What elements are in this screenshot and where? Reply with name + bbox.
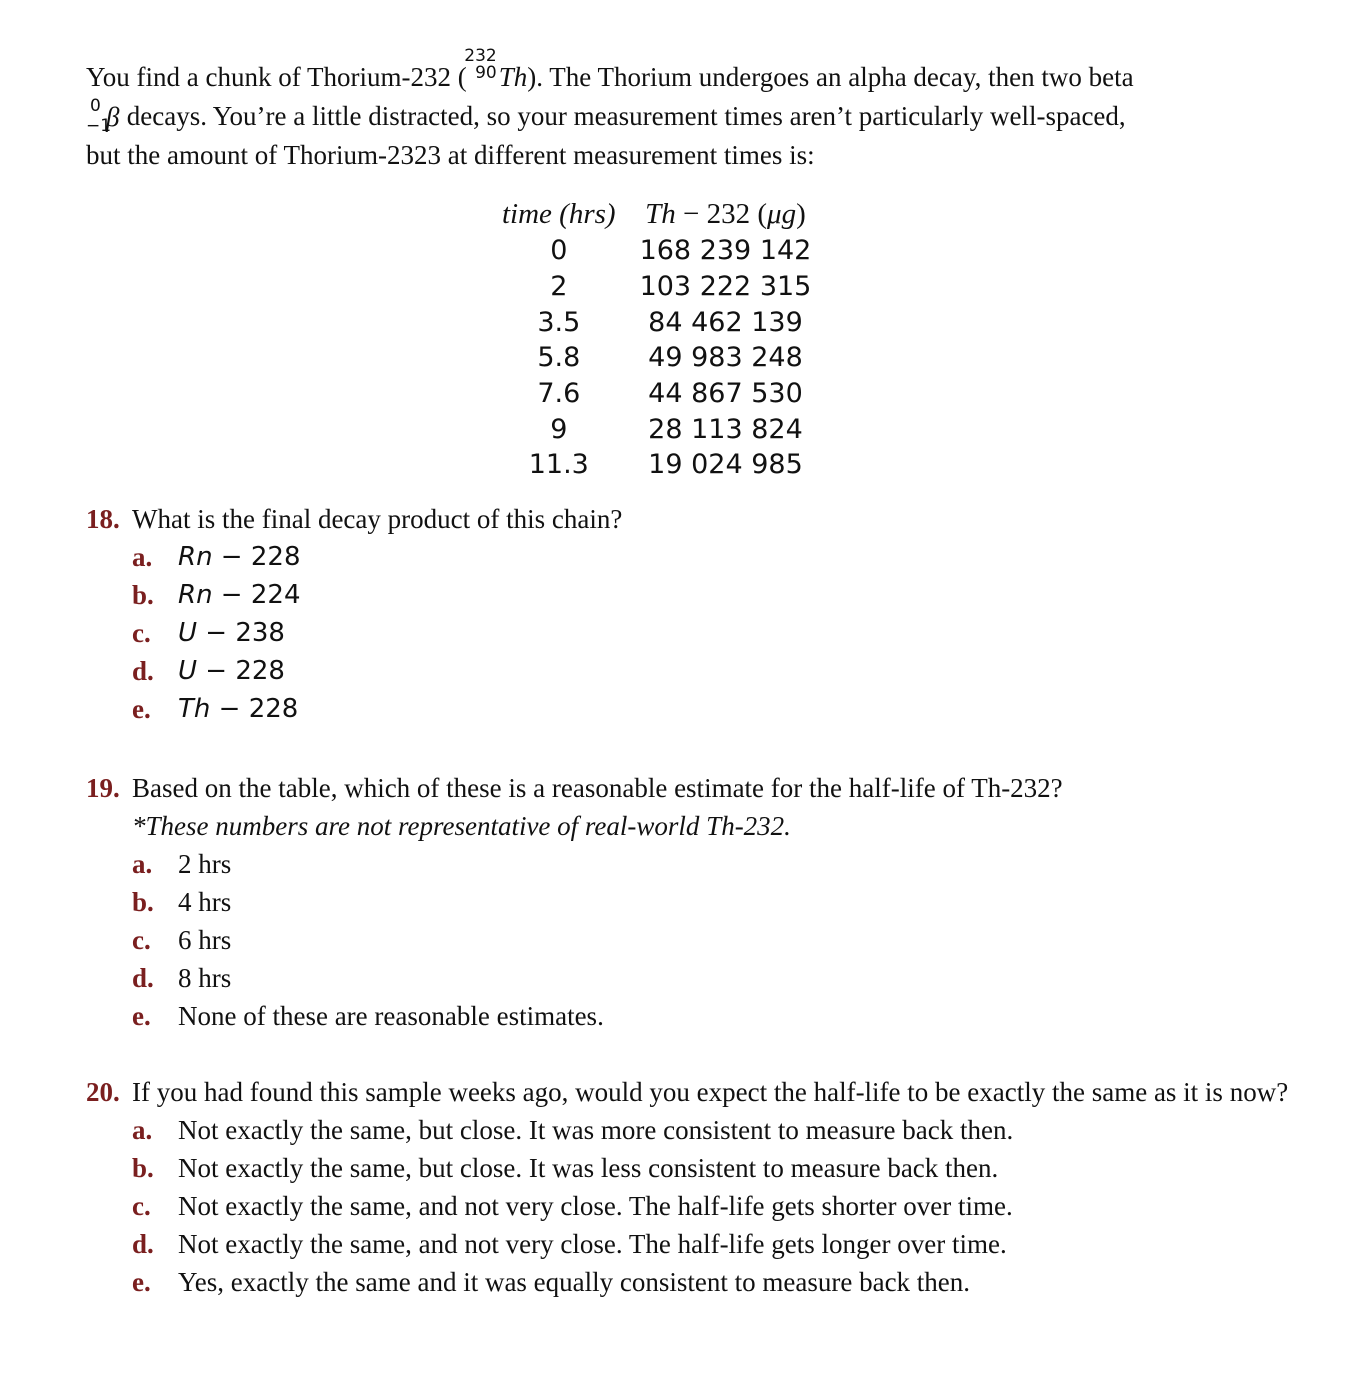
- option-letter: b.: [132, 1153, 154, 1183]
- amount-cell: 168 239 142: [639, 235, 812, 267]
- option-mass: − 238: [197, 618, 285, 648]
- option-letter: e.: [132, 1001, 151, 1031]
- answer-option-c[interactable]: [132, 614, 1296, 652]
- option-text: [178, 538, 301, 576]
- question-19: [86, 769, 1296, 1035]
- amount-column-header: [628, 195, 824, 233]
- time-cell: 9: [550, 413, 568, 445]
- answer-option-a[interactable]: [132, 1111, 1296, 1149]
- question-19-header: [86, 769, 1296, 807]
- answer-option-b[interactable]: [132, 1149, 1296, 1187]
- time-cell: 3.5: [537, 306, 581, 338]
- question-text: Based on the table, which of these is a reasonable estimate for the half-life of Th-232?: [132, 773, 1063, 803]
- intro-paragraph: [86, 46, 1291, 175]
- beta-atomic-number: −1: [86, 116, 112, 136]
- answer-option-c[interactable]: [132, 1187, 1296, 1225]
- option-letter: d.: [132, 1229, 154, 1259]
- option-text: Not exactly the same, but close. It was more consistent to measure back then.: [178, 1115, 1014, 1145]
- answer-option-a[interactable]: [132, 538, 1296, 576]
- option-text: Yes, exactly the same and it was equally consistent to measure back then.: [178, 1267, 971, 1297]
- option-text: Not exactly the same, and not very close. The half-life gets longer over time.: [178, 1229, 1007, 1259]
- question-number: 18.: [86, 504, 120, 534]
- option-letter: a.: [132, 1115, 153, 1145]
- time-cell: 2: [550, 271, 568, 303]
- answer-option-e[interactable]: [132, 997, 1296, 1035]
- amount-header-number: − 232 (: [675, 197, 768, 230]
- option-text: Not exactly the same, but close. It was less consistent to measure back then.: [178, 1153, 999, 1183]
- intro-text-1: You find a chunk of Thorium-232 (: [86, 62, 467, 92]
- amount-cell: 44 867 530: [648, 378, 803, 410]
- beta-symbol: β: [106, 102, 120, 132]
- option-text: 2 hrs: [178, 849, 232, 879]
- option-text: None of these are reasonable estimates.: [178, 1001, 604, 1031]
- answer-option-e[interactable]: [132, 690, 1296, 728]
- option-text: [178, 652, 285, 690]
- answer-option-b[interactable]: [132, 576, 1296, 614]
- option-letter: e.: [132, 1267, 151, 1297]
- amount-cell: 49 983 248: [648, 342, 803, 374]
- question-text: If you had found this sample weeks ago, would you expect the half-life to be exactly the same as it is now?: [132, 1077, 1289, 1107]
- table-row: [490, 269, 823, 305]
- time-cell: 0: [550, 235, 568, 267]
- question-note: *These numbers are not representative of real-world Th-232.: [132, 811, 791, 841]
- intro-text-2: ). The Thorium undergoes an alpha decay, then two beta: [527, 62, 1134, 92]
- intro-text-4: but the amount of Thorium-2323 at different measurement times is:: [86, 140, 815, 170]
- amount-header-close: ): [796, 197, 806, 230]
- answer-option-d[interactable]: [132, 959, 1296, 997]
- option-symbol: Rn: [178, 542, 213, 572]
- amount-cell: 28 113 824: [648, 413, 803, 445]
- question-text: What is the final decay product of this chain?: [132, 504, 623, 534]
- option-symbol: Th: [178, 694, 211, 724]
- time-column-header: time (hrs): [502, 197, 616, 230]
- question-number: 19.: [86, 773, 120, 803]
- option-symbol: U: [178, 656, 198, 686]
- amount-cell: 84 462 139: [648, 306, 803, 338]
- beta-mass-number: 0: [90, 96, 101, 116]
- thorium-isotope-notation: [464, 46, 497, 86]
- table-row: [490, 304, 823, 340]
- table-row: [490, 447, 823, 483]
- table-header-row: [490, 195, 823, 233]
- time-cell: 5.8: [537, 342, 581, 374]
- measurement-table: [490, 195, 823, 483]
- answer-option-c[interactable]: [132, 921, 1296, 959]
- intro-text-3: decays. You’re a little distracted, so your measurement times aren’t particularly well-spaced,: [120, 101, 1126, 131]
- table-row: [490, 233, 823, 269]
- answer-option-d[interactable]: [132, 1225, 1296, 1263]
- option-text: 6 hrs: [178, 925, 232, 955]
- isotope-symbol: Th: [498, 62, 528, 92]
- option-mass: − 228: [210, 694, 299, 724]
- table-row: [490, 340, 823, 376]
- option-letter: c.: [132, 618, 151, 648]
- option-letter: a.: [132, 849, 153, 879]
- option-letter: b.: [132, 580, 154, 610]
- option-text: Not exactly the same, and not very close. The half-life gets shorter over time.: [178, 1191, 1013, 1221]
- amount-header-symbol: Th: [645, 197, 676, 230]
- option-letter: d.: [132, 963, 154, 993]
- option-symbol: Rn: [178, 580, 213, 610]
- isotope-mass-number: 232: [464, 46, 497, 66]
- option-text: [178, 690, 298, 728]
- time-cell: 7.6: [537, 378, 581, 410]
- option-letter: b.: [132, 887, 154, 917]
- option-symbol: U: [178, 618, 198, 648]
- answer-option-d[interactable]: [132, 652, 1296, 690]
- amount-cell: 19 024 985: [648, 449, 803, 481]
- option-letter: c.: [132, 925, 151, 955]
- question-20: [86, 1073, 1296, 1301]
- option-letter: d.: [132, 656, 154, 686]
- option-mass: − 228: [197, 656, 285, 686]
- amount-header-unit: μg: [767, 197, 797, 230]
- beta-particle-notation: [86, 96, 120, 136]
- amount-cell: 103 222 315: [639, 271, 812, 303]
- table-row: [490, 376, 823, 412]
- time-cell: 11.3: [528, 449, 589, 481]
- option-text: 4 hrs: [178, 887, 232, 917]
- option-letter: a.: [132, 542, 153, 572]
- answer-option-b[interactable]: [132, 883, 1296, 921]
- option-text: [178, 576, 301, 614]
- question-number: 20.: [86, 1077, 120, 1107]
- question-18-header: [86, 500, 1296, 538]
- question-18: [86, 500, 1296, 728]
- table-row: [490, 411, 823, 447]
- option-text: 8 hrs: [178, 963, 232, 993]
- option-mass: − 224: [212, 580, 301, 610]
- answer-option-e[interactable]: [132, 1263, 1296, 1301]
- answer-option-a[interactable]: [132, 845, 1296, 883]
- isotope-atomic-number: 90: [475, 63, 497, 83]
- option-letter: e.: [132, 694, 151, 724]
- option-letter: c.: [132, 1191, 151, 1221]
- option-mass: − 228: [212, 542, 301, 572]
- question-20-header: [86, 1073, 1296, 1111]
- option-text: [178, 614, 285, 652]
